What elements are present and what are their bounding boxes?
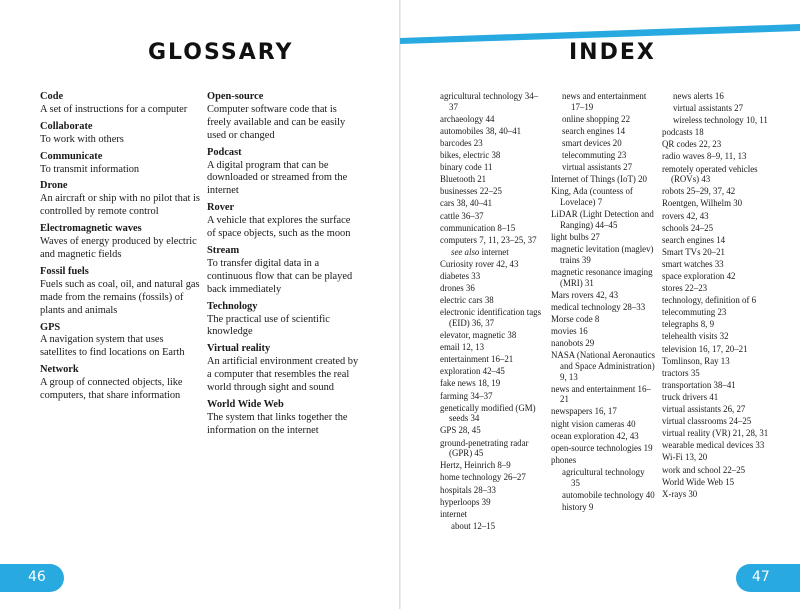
index-entry: Curiosity rover 42, 43	[440, 258, 519, 269]
index-entry: wireless technology 10, 11	[673, 115, 768, 126]
index-entry: work and school 22–25	[662, 464, 746, 475]
glossary-term: Virtual reality	[207, 343, 271, 355]
index-entry: Internet of Things (IoT) 20	[551, 174, 647, 185]
glossary-definition: A group of connected objects, like computers, that share information	[40, 377, 183, 402]
glossary-entry	[40, 151, 200, 177]
index-entry: virtual reality (VR) 21, 28, 31	[662, 428, 769, 439]
index-entry: history 9	[562, 501, 594, 512]
index-entry: schools 24–25	[662, 222, 714, 233]
glossary-definition: An aircraft or ship with no pilot that is controlled by remote control	[40, 193, 200, 218]
glossary-term: Rover	[207, 202, 235, 214]
glossary-term: Drone	[40, 180, 68, 192]
glossary-entry	[40, 121, 200, 147]
index-entry: night vision cameras 40	[551, 418, 636, 429]
glossary-entry	[40, 266, 200, 318]
index-entry: businesses 22–25	[440, 186, 502, 197]
glossary-heading: GLOSSARY	[148, 40, 294, 65]
index-entry: news and entertainment 17–19	[562, 91, 647, 112]
index-entry: electric cars 38	[440, 295, 494, 306]
index-entry: fake news 18, 19	[440, 378, 501, 389]
index-entry: Smart TVs 20–21	[662, 246, 725, 257]
index-entry: drones 36	[440, 283, 475, 294]
glossary-term: Collaborate	[40, 120, 93, 132]
index-entry: ground-penetrating radar (GPR) 45	[440, 437, 529, 459]
glossary-column-1	[40, 91, 200, 407]
index-entry: phones	[551, 454, 577, 465]
index-entry: internet	[440, 508, 468, 519]
glossary-term: Stream	[207, 244, 240, 256]
index-entry: smart devices 20	[562, 137, 622, 148]
index-entry: see also internet	[451, 246, 509, 257]
index-entry: bikes, electric 38	[440, 150, 501, 161]
page-number-tab-right	[736, 564, 800, 592]
index-entry: email 12, 13	[440, 342, 485, 353]
index-entry: genetically modified (GM) seeds 34	[440, 402, 536, 424]
glossary-definition: To work with others	[40, 133, 124, 145]
glossary-term: Fossil fuels	[40, 265, 89, 277]
index-entry: virtual assistants 27	[562, 162, 633, 173]
page-number-left: 46	[28, 569, 46, 585]
index-entry: open-source technologies 19	[551, 442, 653, 453]
index-entry: news and entertainment 16–21	[551, 383, 651, 405]
glossary-term: World Wide Web	[207, 398, 284, 410]
index-entry: agricultural technology 35	[562, 466, 645, 488]
glossary-term: GPS	[40, 321, 61, 333]
index-entry: Hertz, Heinrich 8–9	[440, 460, 511, 471]
index-entry: X-rays 30	[662, 488, 698, 499]
index-entry: barcodes 23	[440, 137, 483, 148]
glossary-term: Communicate	[40, 150, 103, 162]
index-entry: online shopping 22	[562, 113, 631, 124]
glossary-entry	[207, 202, 359, 241]
glossary-definition: To transmit information	[40, 163, 140, 175]
glossary-definition: A vehicle that explores the surface of space objects, such as the moon	[207, 215, 351, 240]
index-entry: virtual classrooms 24–25	[662, 416, 752, 427]
glossary-term: Network	[40, 364, 79, 376]
glossary-entry	[40, 223, 200, 262]
page-gutter	[399, 0, 401, 609]
glossary-entry	[207, 147, 359, 199]
index-entry: home technology 26–27	[440, 472, 526, 483]
index-entry: rovers 42, 43	[662, 210, 709, 221]
index-entry: radio waves 8–9, 11, 13	[662, 151, 747, 162]
index-entry: ocean exploration 42, 43	[551, 430, 639, 441]
index-heading: INDEX	[569, 40, 656, 65]
index-entry: wearable medical devices 33	[662, 440, 765, 451]
index-entry: computers 7, 11, 23–25, 37	[440, 234, 537, 245]
glossary-entry	[207, 343, 359, 395]
index-entry: NASA (National Aeronautics and Space Administration) 9, 13	[551, 350, 656, 382]
index-column-1	[440, 91, 544, 533]
index-entry: movies 16	[551, 325, 588, 336]
glossary-term: Electromagnetic waves	[40, 223, 142, 235]
index-entry: telecommuting 23	[562, 150, 627, 161]
index-entry: Roentgen, Wilhelm 30	[662, 198, 743, 209]
index-entry: QR codes 22, 23	[662, 139, 722, 150]
index-entry: telehealth visits 32	[662, 331, 729, 342]
index-entry: farming 34–37	[440, 390, 493, 401]
glossary-term: Code	[40, 91, 64, 102]
glossary-entry	[40, 364, 200, 403]
index-entry: entertainment 16–21	[440, 354, 514, 365]
index-entry: cattle 36–37	[440, 210, 484, 221]
index-column-3	[662, 91, 770, 501]
glossary-term: Technology	[207, 300, 258, 312]
glossary-definition: To transfer digital data in a continuous flow that can be played back immediately	[207, 257, 353, 295]
index-entry: hyperloops 39	[440, 496, 491, 507]
index-entry: television 16, 17, 20–21	[662, 343, 748, 354]
glossary-definition: A navigation system that uses satellites to find locations on Earth	[40, 334, 185, 359]
index-entry: news alerts 16	[673, 91, 724, 101]
index-entry: GPS 28, 45	[440, 425, 481, 436]
index-entry: medical technology 28–33	[551, 301, 646, 312]
index-entry: truck drivers 41	[662, 391, 719, 402]
index-entry: automobiles 38, 40–41	[440, 125, 522, 136]
index-entry: magnetic levitation (maglev) trains 39	[551, 244, 654, 265]
glossary-entry	[40, 180, 200, 219]
index-entry: search engines 14	[662, 234, 726, 245]
glossary-definition: Fuels such as coal, oil, and natural gas made from the remains (fossils) of plants and animals	[40, 278, 200, 316]
index-entry: magnetic resonance imaging (MRI) 31	[551, 266, 653, 288]
index-entry: virtual assistants 26, 27	[662, 404, 746, 415]
glossary-definition: A digital program that can be downloaded or streamed from the internet	[207, 159, 348, 197]
index-entry: newspapers 16, 17	[551, 406, 617, 417]
glossary-entry	[207, 399, 359, 438]
index-entry: tractors 35	[662, 367, 700, 378]
glossary-term: Open-source	[207, 91, 264, 102]
index-entry: space exploration 42	[662, 271, 736, 282]
index-entry: World Wide Web 15	[662, 476, 735, 487]
glossary-column-2	[207, 91, 359, 442]
glossary-entry	[207, 301, 359, 340]
index-entry: archaeology 44	[440, 113, 495, 124]
index-entry: automobile technology 40	[562, 489, 655, 500]
glossary-definition: The system that links together the information on the internet	[207, 411, 348, 436]
index-entry: nanobots 29	[551, 338, 595, 349]
glossary-entry	[207, 245, 359, 297]
index-entry: King, Ada (countess of Lovelace) 7	[551, 186, 633, 208]
index-entry: Wi-Fi 13, 20	[662, 452, 708, 463]
index-entry: remotely operated vehicles (ROVs) 43	[662, 163, 758, 185]
index-entry: virtual assistants 27	[673, 103, 744, 114]
index-entry: Mars rovers 42, 43	[551, 289, 619, 300]
index-entry: LiDAR (Light Detection and Ranging) 44–45	[551, 209, 654, 230]
index-entry: smart watches 33	[662, 258, 724, 269]
index-entry: about 12–15	[451, 520, 496, 531]
index-entry: exploration 42–45	[440, 366, 505, 377]
page-number-right: 47	[752, 569, 770, 585]
glossary-definition: A set of instructions for a computer	[40, 103, 188, 115]
index-entry: communication 8–15	[440, 222, 516, 233]
index-entry: elevator, magnetic 38	[440, 330, 517, 341]
index-entry: stores 22–23	[662, 283, 708, 294]
index-entry: telegraphs 8, 9	[662, 319, 715, 330]
index-entry: cars 38, 40–41	[440, 198, 493, 209]
glossary-definition: An artificial environment created by a computer that resembles the real world through sight and sound	[207, 356, 359, 394]
glossary-definition: Computer software code that is freely available and can be easily used or changed	[207, 103, 346, 141]
index-entry: technology, definition of 6	[662, 295, 757, 306]
index-entry: robots 25–29, 37, 42	[662, 186, 736, 197]
glossary-term: Podcast	[207, 146, 242, 158]
index-entry: agricultural technology 34–37	[440, 91, 539, 112]
index-column-2	[551, 91, 655, 514]
index-entry: light bulbs 27	[551, 231, 600, 242]
glossary-entry	[40, 322, 200, 361]
index-entry: telecommuting 23	[662, 307, 727, 318]
index-entry: Bluetooth 21	[440, 174, 487, 185]
index-entry: transportation 38–41	[662, 379, 736, 390]
index-entry: diabetes 33	[440, 271, 481, 282]
glossary-definition: Waves of energy produced by electric and magnetic fields	[40, 236, 197, 260]
glossary-entry	[40, 91, 200, 117]
index-entry: Tomlinson, Ray 13	[662, 355, 730, 366]
glossary-definition: The practical use of scientific knowledge	[207, 313, 330, 338]
index-entry: podcasts 18	[662, 127, 704, 138]
index-entry: Morse code 8	[551, 313, 600, 324]
index-entry: electronic identification tags (EID) 36, 37	[440, 307, 542, 328]
glossary-entry	[207, 91, 359, 143]
page-number-tab-left	[0, 564, 64, 592]
index-entry: search engines 14	[562, 125, 626, 136]
index-entry: binary code 11	[440, 162, 493, 173]
index-entry: hospitals 28–33	[440, 484, 496, 495]
